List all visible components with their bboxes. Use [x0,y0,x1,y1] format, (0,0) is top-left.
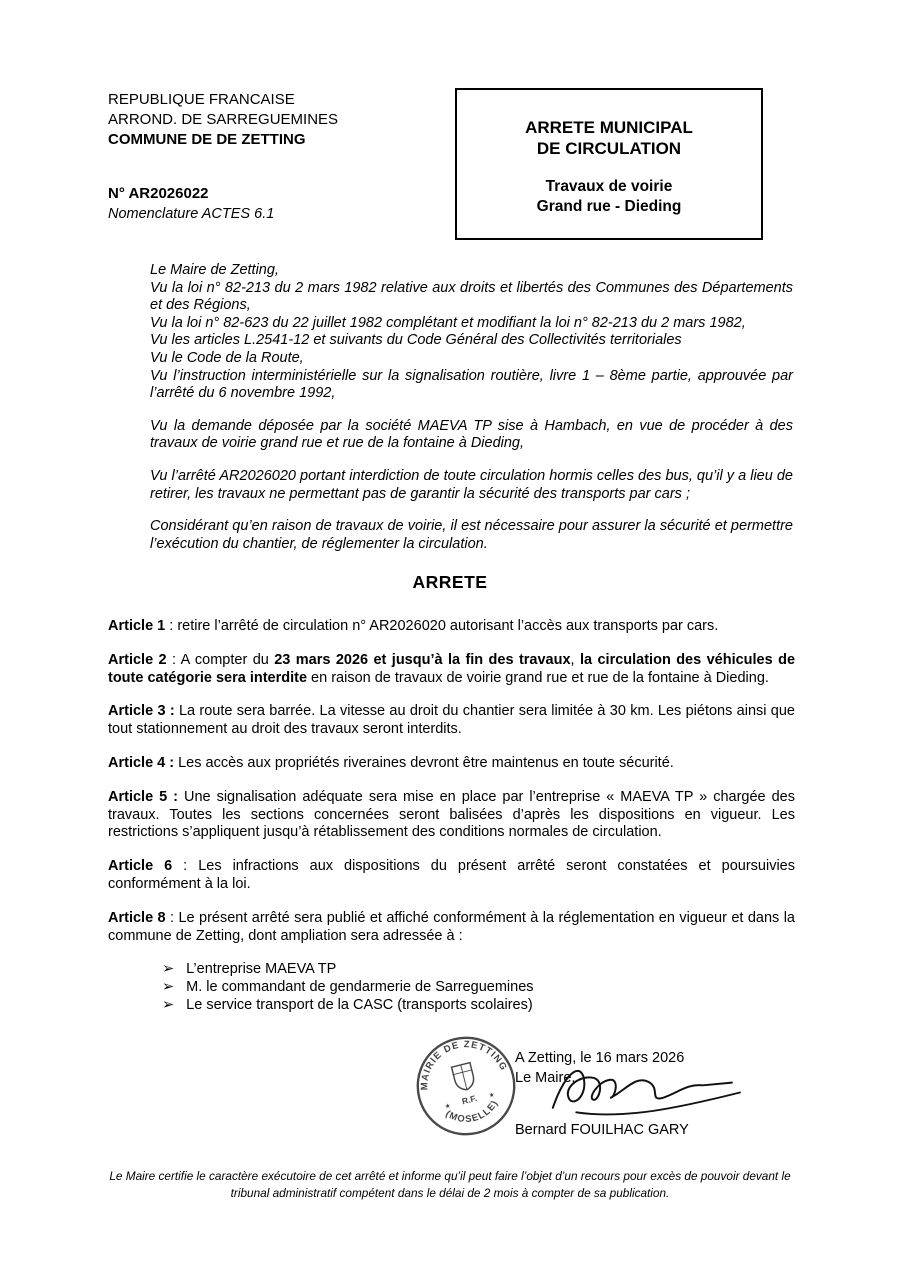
article-text-segment: : A compter du [166,651,275,668]
ampliation-list [162,961,795,1014]
decree-type-line2: DE CIRCULATION [536,139,682,158]
signatory-name: Bernard FOUILHAC GARY [515,1122,689,1138]
arrow-bullet-icon: ➢ [162,961,175,978]
signature-block [108,1030,795,1180]
decree-type-line1: ARRETE MUNICIPAL [525,118,693,137]
stamp-bottom-text: (MOSELLE) [443,1098,501,1126]
arrow-bullet-icon: ➢ [162,979,175,996]
article-text-segment: : Les infractions aux dispositions du présent arrêté seront constatées et poursuivies conformément à la loi. [108,858,795,892]
handwritten-signature-icon [538,1052,753,1124]
stamp-rf-text: R.F. [460,1092,478,1107]
arrow-bullet-icon: ➢ [162,996,175,1013]
article-text-segment: Article 5 : [108,788,178,805]
mairie-stamp-icon [403,1023,529,1149]
article-paragraph [108,652,795,688]
nomenclature: Nomenclature ACTES 6.1 [108,206,275,222]
article-text-segment: Article 1 [108,618,166,634]
article-text-segment: en raison de travaux de voirie grand rue et rue de la fontaine à Dieding. [307,669,769,686]
article-text-segment: La route sera barrée. La vitesse au droit du chantier sera limitée à 30 km. Les piétons ainsi que tout stationnement au droit des travaux seront interdits. [108,703,795,738]
signatory-role: Le Maire, [515,1070,576,1086]
article-paragraph [108,858,795,894]
preamble-line: Vu la loi n° 82-623 du 22 juillet 1982 complétant et modifiant la loi n° 82-213 du 2 mars 1982, [150,314,746,331]
article-paragraph [108,618,795,636]
article-text-segment: Article 3 : [108,703,175,720]
act-number-block [108,184,274,224]
preamble-line: Vu les articles L.2541-12 et suivants du Code Général des Collectivités territoriales [150,332,682,349]
preamble-paragraphs [150,418,793,554]
decree-type [457,117,761,159]
preamble-lines [150,262,793,403]
decree-subject-line1: Travaux de voirie [545,178,673,195]
article-text-segment: , [570,651,580,668]
star-icon: ★ [444,1102,452,1111]
articles [108,618,795,1031]
list-item-text: M. le commandant de gendarmerie de Sarreguemines [186,979,534,996]
republic-line: REPUBLIQUE FRANCAISE [108,91,295,108]
list-item [162,979,795,997]
article-text-segment: Article 2 [108,651,167,668]
article-text-segment: Article 6 [108,858,173,875]
article-text-segment: 23 mars 2026 et jusqu’à la fin des travaux [274,651,571,668]
article-text-segment: Article 8 [108,909,166,926]
preamble-line: Le Maire de Zetting, [150,262,279,278]
preamble-paragraph: Considérant qu’en raison de travaux de voirie, il est nécessaire pour assurer la sécurité et permettre l’exécution du chantier, de réglementer la circulation. [150,518,793,552]
arrondissement-line: ARROND. DE SARREGUEMINES [108,111,339,128]
article-paragraph [108,910,795,946]
preamble-paragraph: Vu la demande déposée par la société MAEVA TP sise à Hambach, en vue de procéder à des travaux de voirie grand rue et rue de la fontaine à Dieding, [150,417,793,452]
article-text-segment: Article 4 : [108,754,175,771]
article-text-segment: la circulation des véhicules de toute catégorie sera interdite [108,651,796,686]
preamble-line: Vu l’instruction interministérielle sur la signalisation routière, livre 1 – 8ème partie, approuvée par l’arrêté du 6 novembre 1992, [150,367,793,402]
list-item [162,997,795,1015]
decree-title: ARRETE [412,572,488,592]
place-date: A Zetting, le 16 mars 2026 [515,1050,685,1066]
preamble-paragraph: Vu l’arrêté AR2026020 portant interdiction de toute circulation hormis celles des bus, qu’il y a lieu de retirer, les travaux ne permettant pas de garantir la sécurité des transports par cars ; [150,467,793,502]
commune-line: COMMUNE DE DE ZETTING [108,131,306,148]
decree-subject [457,177,761,217]
article-paragraph [108,703,795,739]
act-number: N° AR2026022 [108,185,209,202]
article-paragraph [108,789,795,842]
list-item [162,961,795,979]
stamp-top-text: MAIRIE DE ZETTING [419,1039,510,1091]
article-text-segment: : retire l’arrêté de circulation n° AR2026020 autorisant l’accès aux transports par cars. [165,618,719,634]
article-paragraph [108,755,795,773]
preamble-line: Vu le Code de la Route, [150,349,304,366]
preamble-line: Vu la loi n° 82-213 du 2 mars 1982 relative aux droits et libertés des Communes des Départements et des Régions, [150,279,793,314]
list-item-text: L’entreprise MAEVA TP [186,961,337,978]
star-icon: ★ [488,1091,496,1100]
article-text-segment: : Le présent arrêté sera publié et affiché conformément à la réglementation en vigueur et dans la commune de Zetting, dont ampliation sera adressée à : [108,909,795,944]
article-text-segment: Les accès aux propriétés riveraines devront être maintenus en toute sécurité. [174,754,674,771]
preamble [150,262,793,553]
issuer-block [108,90,338,150]
executory-notice: Le Maire certifie le caractère exécutoire de cet arrêté et informe qu’il peut faire l’objet d’un recours pour excès de pouvoir devant le tribunal administratif compétent dans le délai de 2 mois à compter de sa publication. [109,1169,791,1200]
list-item-text: Le service transport de la CASC (transports scolaires) [186,996,533,1013]
title-box [455,88,763,240]
decree-subject-line2: Grand rue - Dieding [536,198,682,215]
article-text-segment: Une signalisation adéquate sera mise en place par l’entreprise « MAEVA TP » chargée des travaux. Toutes les sections concernées seront balisées d’après les dispositions en vigueur. Les restrictions s’appliquent jusqu’à rétablissement des conditions normales de circulation. [108,788,795,841]
